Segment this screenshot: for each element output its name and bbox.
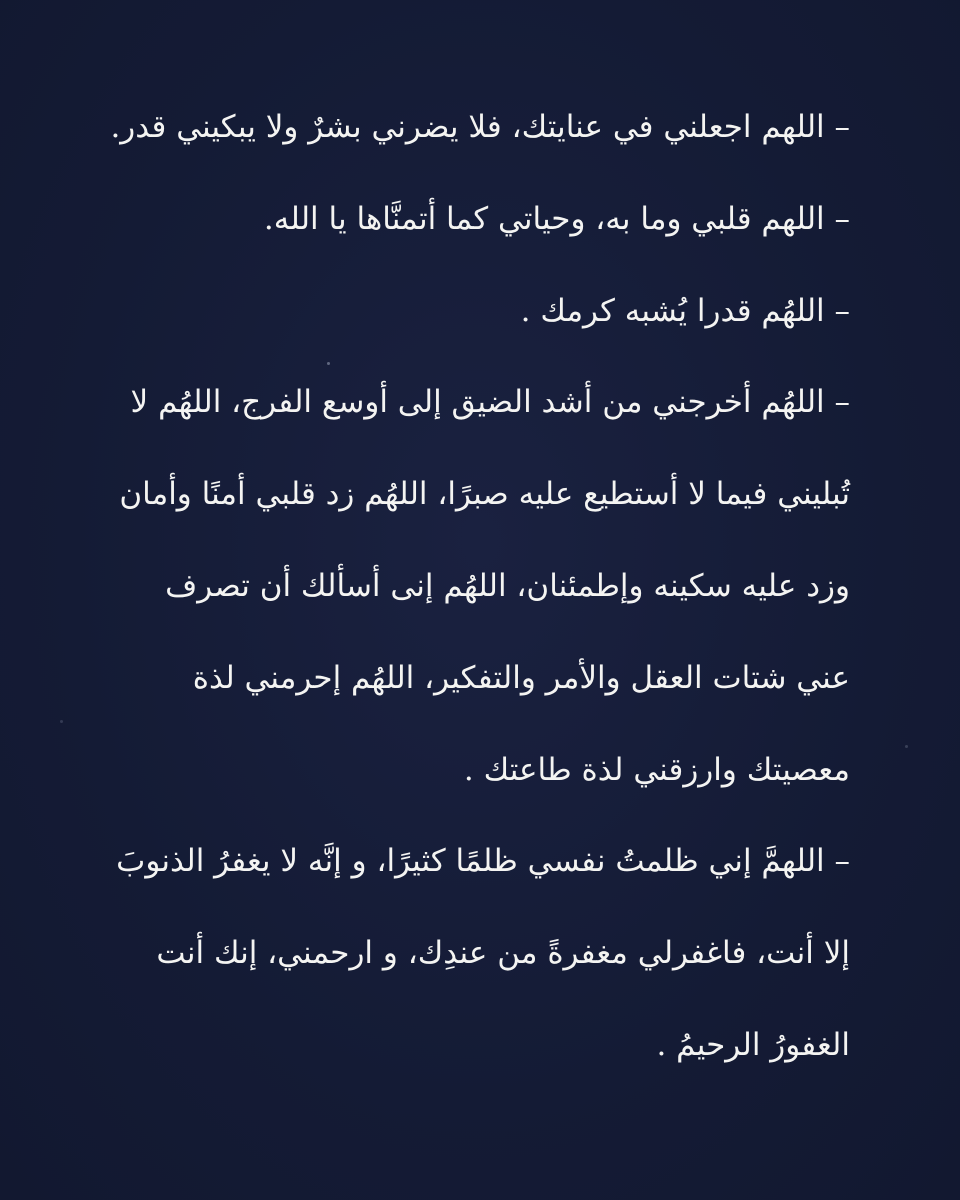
dua-line: وزد عليه سكينه وإطمئنان، اللهُم إنى أسألك أن تصرف xyxy=(165,567,850,604)
dua-line: الغفورُ الرحيمُ . xyxy=(656,1026,850,1063)
dua-line: – اللهم اجعلني في عنايتك، فلا يضرني بشرٌ ولا يبكيني قدر. xyxy=(110,109,850,145)
background-speck xyxy=(60,720,63,723)
dua-line: – اللهُم أخرجني من أشد الضيق إلى أوسع الفرج، اللهُم لا xyxy=(130,384,850,421)
dua-line: – اللهُم قدرا يُشبه كرمك . xyxy=(520,292,850,329)
dua-line: معصيتك وارزقني لذة طاعتك . xyxy=(463,751,850,788)
background-speck xyxy=(905,745,908,748)
dua-line: عني شتات العقل والأمر والتفكير، اللهُم إحرمني لذة xyxy=(192,659,850,696)
dua-line: – اللهمَّ إني ظلمتُ نفسي ظلمًا كثيرًا، و إنَّه لا يغفرُ الذنوبَ xyxy=(116,843,850,880)
dua-line: تُبليني فيما لا أستطيع عليه صبرًا، اللهُم زد قلبي أمنًا وأمان xyxy=(119,476,850,513)
dua-line: – اللهم قلبي وما به، وحياتي كما أتمنَّاها يا الله. xyxy=(263,200,850,237)
dua-line: إلا أنت، فاغفرلي مغفرةً من عندِك، و ارحمني، إنك أنت xyxy=(156,935,850,972)
dua-text-block xyxy=(110,95,850,1105)
